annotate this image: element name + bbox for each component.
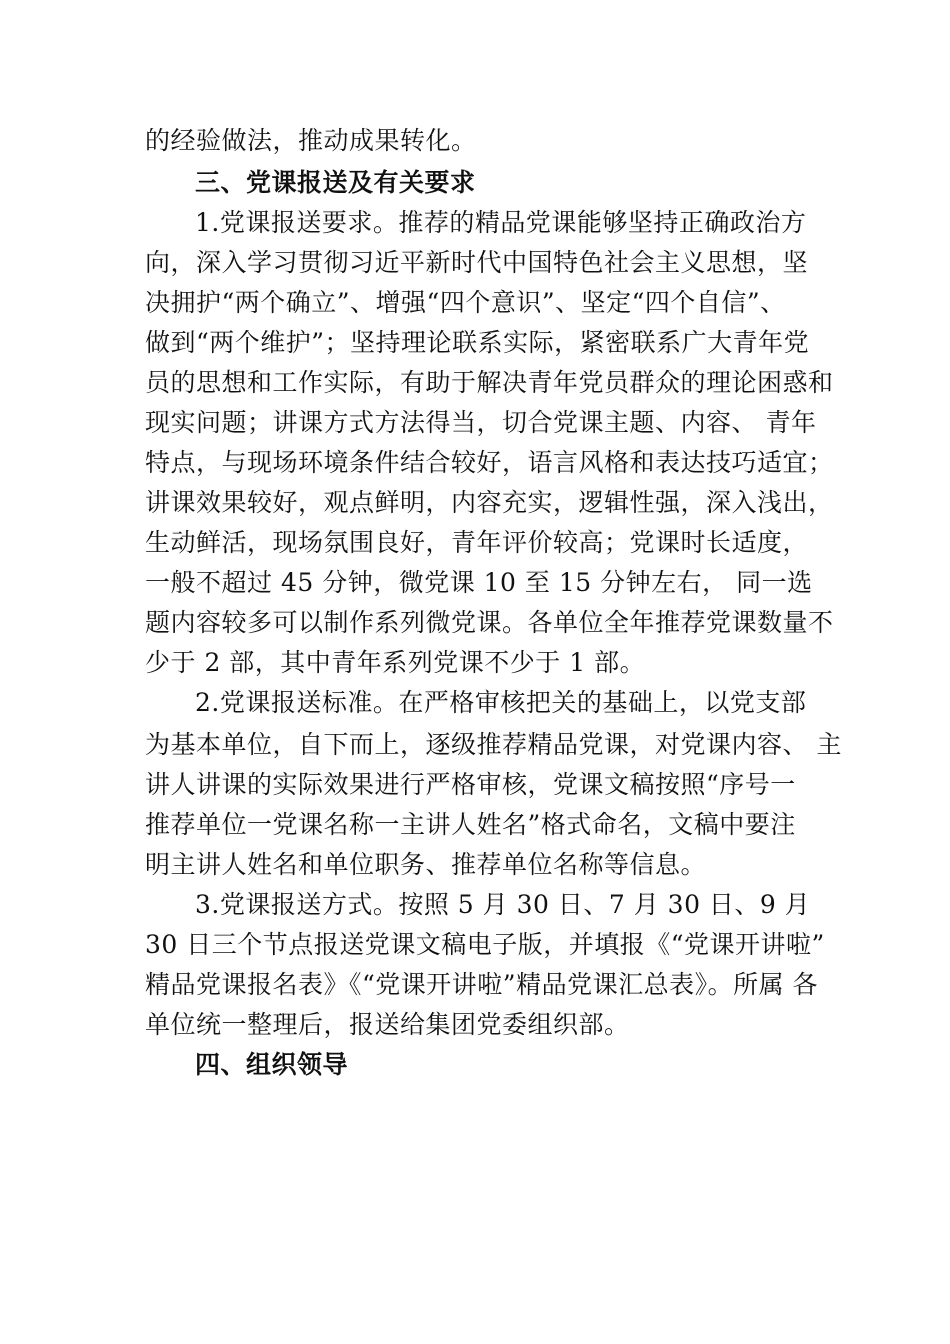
paragraph-line: 推荐单位一党课名称一主讲人姓名”格式命名，文稿中要注 — [145, 810, 796, 839]
section-heading-3: 三、党课报送及有关要求 — [195, 168, 476, 197]
paragraph-line: 1.党课报送要求。推荐的精品党课能够坚持正确政治方 — [195, 208, 807, 237]
paragraph-line: 的经验做法，推动成果转化。 — [145, 126, 477, 155]
paragraph-line: 明主讲人姓名和单位职务、推荐单位名称等信息。 — [145, 850, 707, 879]
paragraph-line: 精品党课报名表》《“党课开讲啦”精品党课汇总表》。所属 各 — [145, 970, 819, 999]
paragraph-line: 生动鲜活，现场氛围良好，青年评价较高；党课时长适度， — [145, 528, 809, 557]
paragraph-line: 做到“两个维护”；坚持理论联系实际，紧密联系广大青年党 — [145, 328, 810, 357]
paragraph-line: 现实问题；讲课方式方法得当，切合党课主题、内容、 青年 — [145, 408, 817, 437]
paragraph-line: 讲人讲课的实际效果进行严格审核，党课文稿按照“序号一 — [145, 770, 796, 799]
paragraph-line: 决拥护“两个确立”、增强“四个意识”、坚定“四个自信”、 — [145, 288, 786, 317]
section-heading-4: 四、组织领导 — [195, 1050, 349, 1079]
paragraph-line: 员的思想和工作实际，有助于解决青年党员群众的理论困惑和 — [145, 368, 834, 397]
paragraph-line: 30 日三个节点报送党课文稿电子版，并填报《“党课开讲啦” — [145, 930, 825, 959]
paragraph-line: 少于 2 部，其中青年系列党课不少于 1 部。 — [145, 648, 646, 677]
paragraph-line: 讲课效果较好，观点鲜明，内容充实，逻辑性强，深入浅出， — [145, 488, 834, 517]
paragraph-line: 3.党课报送方式。按照 5 月 30 日、7 月 30 日、9 月 — [195, 890, 811, 919]
paragraph-line: 特点，与现场环境条件结合较好，语言风格和表达技巧适宜； — [145, 448, 834, 477]
paragraph-line: 为基本单位，自下而上，逐级推荐精品党课，对党课内容、 主 — [145, 730, 842, 759]
paragraph-line: 2.党课报送标准。在严格审核把关的基础上，以党支部 — [195, 688, 807, 717]
paragraph-line: 题内容较多可以制作系列微党课。各单位全年推荐党课数量不 — [145, 608, 834, 637]
paragraph-line: 单位统一整理后，报送给集团党委组织部。 — [145, 1010, 630, 1039]
paragraph-line: 向，深入学习贯彻习近平新时代中国特色社会主义思想，坚 — [145, 248, 809, 277]
paragraph-line: 一般不超过 45 分钟，微党课 10 至 15 分钟左右， 同一选 — [145, 568, 813, 597]
